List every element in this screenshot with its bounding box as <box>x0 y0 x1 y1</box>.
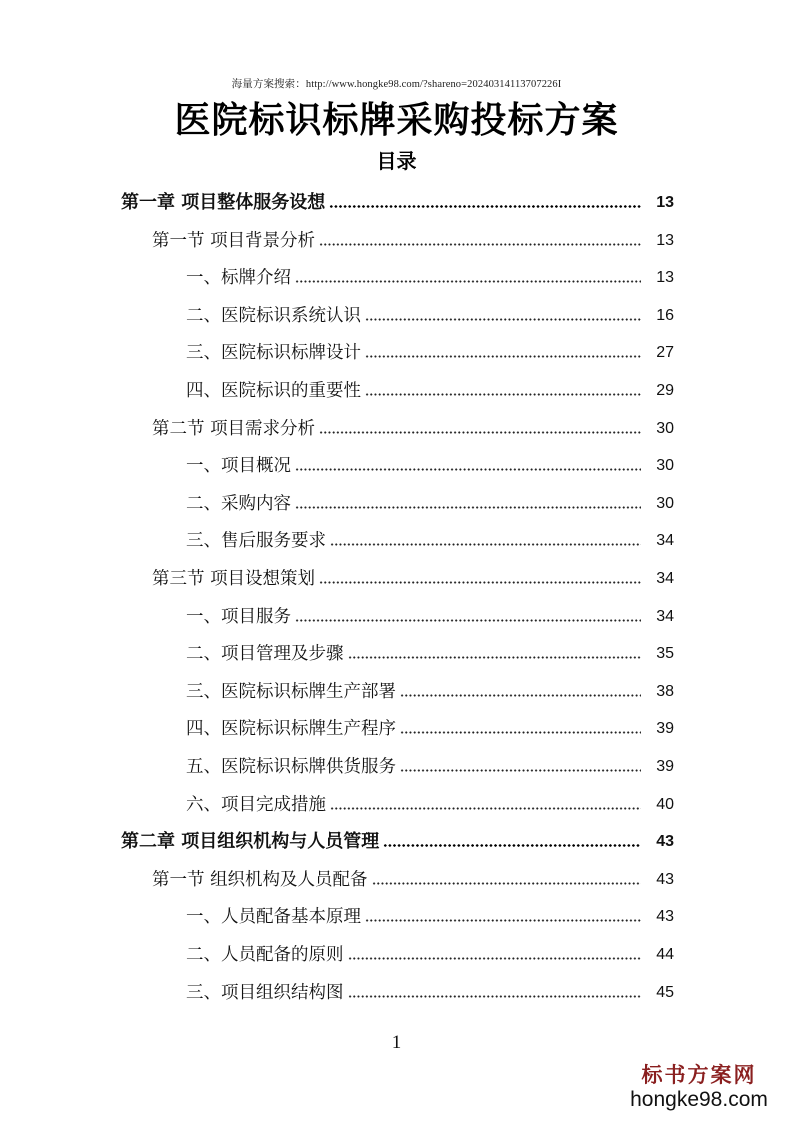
toc-entry-label: 第一章 项目整体服务设想 <box>121 192 326 213</box>
toc-entry-page: 38 <box>656 683 674 700</box>
toc-dot-leader <box>400 694 641 697</box>
watermark-en-text: hongke98.com <box>630 1088 768 1111</box>
toc-dot-leader <box>295 506 641 509</box>
toc-dot-leader <box>348 995 642 998</box>
toc-entry-item[interactable] <box>0 518 793 552</box>
toc-dot-leader <box>329 205 641 208</box>
toc-entry-page: 45 <box>656 984 674 1001</box>
toc-dot-leader <box>365 919 641 922</box>
toc-entry-label: 第一节 项目背景分析 <box>152 231 316 251</box>
toc-entry-page: 39 <box>656 720 674 737</box>
toc-entry-item[interactable] <box>0 706 793 740</box>
toc-entry-label: 第二章 项目组织机构与人员管理 <box>121 831 380 852</box>
toc-entry-label: 第三节 项目设想策划 <box>152 569 316 589</box>
toc-entry-label: 一、标牌介绍 <box>186 268 291 288</box>
toc-dot-leader <box>295 280 641 283</box>
toc-entry-label: 六、项目完成措施 <box>186 795 326 815</box>
toc-entry-chapter[interactable] <box>0 819 793 853</box>
toc-entry-item[interactable] <box>0 782 793 816</box>
toc-entry-label: 一、项目服务 <box>186 607 291 627</box>
watermark-cn-text: 标书方案网 <box>641 1062 757 1087</box>
toc-entry-page: 34 <box>656 532 674 549</box>
toc-entry-page: 44 <box>656 946 674 963</box>
toc-entry-page: 13 <box>656 232 674 249</box>
toc-entry-page: 39 <box>656 758 674 775</box>
toc-entry-label: 四、医院标识的重要性 <box>186 381 361 401</box>
toc-entry-page: 13 <box>656 194 674 211</box>
toc-dot-leader <box>348 656 642 659</box>
toc-dot-leader <box>295 468 641 471</box>
toc-entry-item[interactable] <box>0 970 793 1004</box>
toc-dot-leader <box>400 731 641 734</box>
toc-entry-page: 43 <box>656 908 674 925</box>
toc-entry-page: 29 <box>656 382 674 399</box>
toc-entry-label: 四、医院标识标牌生产程序 <box>186 719 396 739</box>
toc-entry-item[interactable] <box>0 744 793 778</box>
toc-dot-leader <box>319 581 641 584</box>
toc-entry-item[interactable] <box>0 932 793 966</box>
toc-dot-leader <box>372 882 641 885</box>
toc-entry-label: 三、医院标识标牌生产部署 <box>186 682 396 702</box>
toc-entry-item[interactable] <box>0 293 793 327</box>
toc-entry-section[interactable] <box>0 556 793 590</box>
toc-dot-leader <box>400 769 641 772</box>
toc-entry-page: 34 <box>656 608 674 625</box>
site-watermark <box>619 1062 779 1112</box>
toc-entry-page: 43 <box>656 833 674 850</box>
toc-entry-label: 三、医院标识标牌设计 <box>186 343 361 363</box>
toc-entry-item[interactable] <box>0 594 793 628</box>
toc-entry-page: 13 <box>656 269 674 286</box>
toc-dot-leader <box>365 355 641 358</box>
toc-entry-page: 40 <box>656 796 674 813</box>
toc-dot-leader <box>365 393 641 396</box>
toc-entry-item[interactable] <box>0 894 793 928</box>
toc-entry-item[interactable] <box>0 669 793 703</box>
toc-entry-item[interactable] <box>0 481 793 515</box>
toc-entry-page: 35 <box>656 645 674 662</box>
toc-dot-leader <box>365 318 641 321</box>
toc-entry-label: 一、人员配备基本原理 <box>186 907 361 927</box>
toc-entry-page: 16 <box>656 307 674 324</box>
toc-entry-label: 二、项目管理及步骤 <box>186 644 344 664</box>
toc-entry-label: 二、采购内容 <box>186 494 291 514</box>
toc-entry-page: 30 <box>656 420 674 437</box>
toc-dot-leader <box>319 243 641 246</box>
toc-entry-item[interactable] <box>0 330 793 364</box>
toc-dot-leader <box>330 807 641 810</box>
toc-entry-label: 第一节 组织机构及人员配备 <box>152 870 368 890</box>
toc-heading: 目录 <box>376 149 417 173</box>
toc-entry-item[interactable] <box>0 368 793 402</box>
toc-dot-leader <box>330 543 641 546</box>
toc-entry-label: 三、售后服务要求 <box>186 531 326 551</box>
toc-entry-item[interactable] <box>0 443 793 477</box>
toc-entry-item[interactable] <box>0 631 793 665</box>
toc-entry-page: 27 <box>656 344 674 361</box>
header-note: 海量方案搜索：http://www.hongke98.com/?shareno=20240314113707226I <box>231 79 562 90</box>
toc-entry-page: 30 <box>656 495 674 512</box>
toc-entry-section[interactable] <box>0 857 793 891</box>
toc-entry-page: 30 <box>656 457 674 474</box>
page-number: 1 <box>391 1032 402 1053</box>
toc-dot-leader <box>348 957 642 960</box>
toc-entry-label: 三、项目组织结构图 <box>186 983 344 1003</box>
toc-entry-item[interactable] <box>0 255 793 289</box>
toc-entry-section[interactable] <box>0 218 793 252</box>
toc-entry-label: 一、项目概况 <box>186 456 291 476</box>
toc-entry-label: 第二节 项目需求分析 <box>152 419 316 439</box>
toc-dot-leader <box>319 431 641 434</box>
toc-entry-page: 43 <box>656 871 674 888</box>
document-title: 医院标识标牌采购投标方案 <box>174 100 619 141</box>
toc-dot-leader <box>295 619 641 622</box>
toc-entry-chapter[interactable] <box>0 180 793 214</box>
toc-entry-section[interactable] <box>0 406 793 440</box>
toc-entry-label: 五、医院标识标牌供货服务 <box>186 757 396 777</box>
toc-entry-label: 二、人员配备的原则 <box>186 945 344 965</box>
toc-entry-label: 二、医院标识系统认识 <box>186 306 361 326</box>
toc-dot-leader <box>383 844 641 847</box>
toc-entry-page: 34 <box>656 570 674 587</box>
